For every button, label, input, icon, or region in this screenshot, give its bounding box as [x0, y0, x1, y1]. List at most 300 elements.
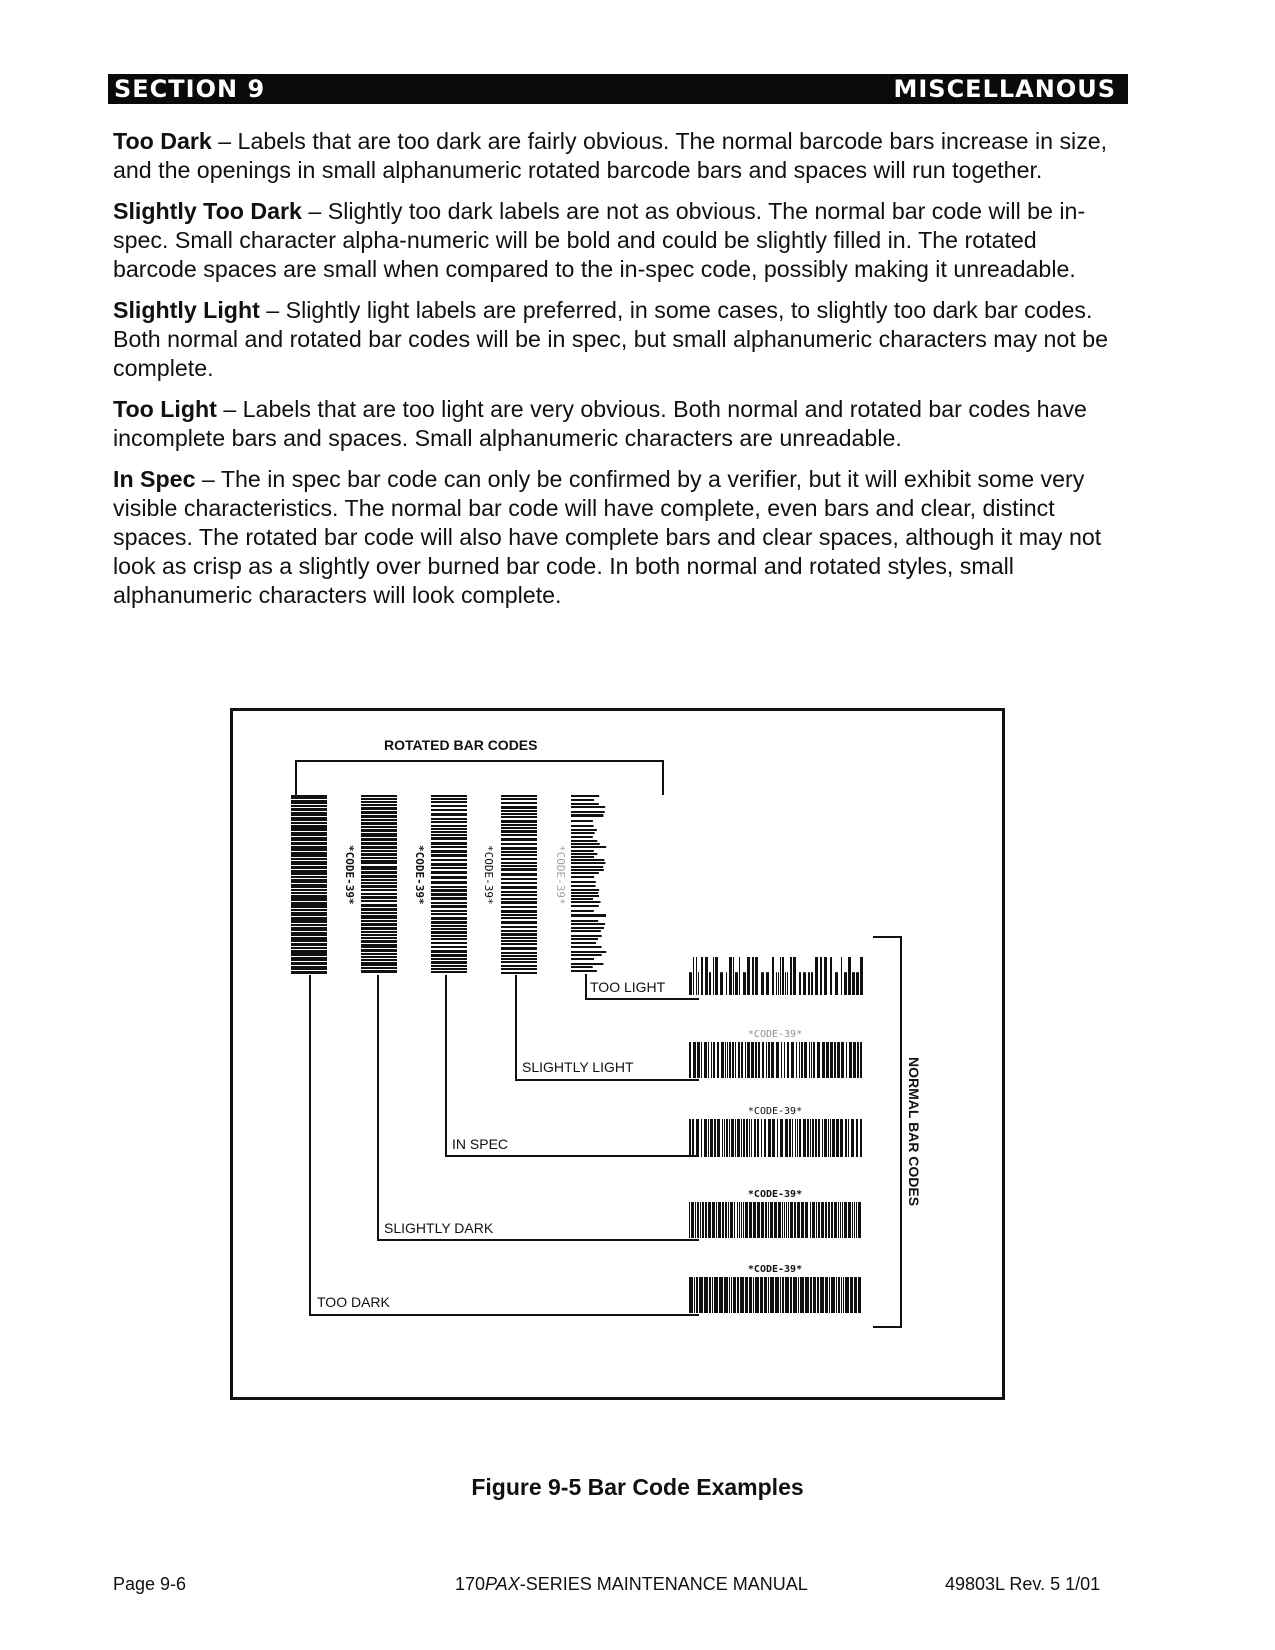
rotated-bar-codes-title: ROTATED BAR CODES	[384, 737, 538, 753]
rotated-bar-too-light	[571, 836, 593, 838]
normal-bar-too-dark	[782, 1277, 784, 1313]
rotated-bar-too-dark	[291, 927, 327, 931]
normal-bar-too-dark	[825, 1277, 828, 1313]
rotated-bar-too-dark	[291, 947, 327, 949]
normal-bar-slightly-dark	[788, 1202, 789, 1238]
normal-bar-in-spec	[799, 1119, 801, 1157]
normal-bar-slightly-light	[857, 1042, 859, 1078]
rotated-bar-too-dark	[291, 861, 327, 865]
normal-bar-in-spec	[749, 1119, 750, 1157]
rotated-bracket	[296, 761, 663, 795]
rotated-bar-in-spec	[431, 954, 467, 957]
rotated-bar-slightly-light	[501, 972, 537, 974]
term-too-light: Too Light	[113, 396, 217, 422]
rotated-bar-too-light	[571, 935, 602, 937]
normal-bar-too-dark	[760, 1277, 763, 1313]
normal-bar-too-light	[747, 957, 750, 995]
rotated-bar-slightly-light	[501, 824, 537, 826]
rotated-bar-slightly-dark	[361, 833, 397, 837]
normal-bar-in-spec	[714, 1119, 716, 1157]
rotated-bar-in-spec	[431, 925, 467, 927]
normal-bar-too-light	[799, 972, 801, 995]
normal-bar-slightly-light	[745, 1042, 746, 1078]
normal-bar-too-dark	[793, 1277, 797, 1313]
normal-bar-too-light	[778, 972, 779, 995]
rotated-bar-too-light	[571, 914, 606, 917]
normal-bar-in-spec	[726, 1119, 728, 1157]
rotated-bar-too-dark	[291, 822, 327, 824]
rotated-bar-too-dark	[291, 837, 327, 841]
rotated-bar-slightly-light	[501, 940, 537, 942]
rotated-bar-in-spec	[431, 801, 467, 803]
normal-bar-in-spec	[768, 1119, 771, 1157]
normal-bar-slightly-light	[801, 1042, 803, 1078]
normal-bar-slightly-light	[721, 1042, 724, 1078]
rotated-bar-too-dark	[291, 937, 327, 942]
normal-code-text-slightly-light: *CODE-39*	[747, 1029, 803, 1040]
normal-bracket	[873, 937, 901, 1327]
normal-bar-too-dark	[704, 1277, 708, 1313]
rotated-bar-too-light	[571, 885, 596, 887]
rotated-bar-slightly-dark	[361, 804, 397, 806]
normal-bar-slightly-dark	[831, 1202, 833, 1238]
rotated-bar-slightly-light	[501, 795, 537, 797]
normal-bar-too-dark	[810, 1277, 812, 1313]
rotated-bar-too-light	[571, 795, 599, 797]
normal-bar-slightly-light	[729, 1042, 731, 1078]
normal-bar-slightly-light	[799, 1042, 800, 1078]
normal-bar-in-spec	[743, 1119, 745, 1157]
normal-bar-too-dark	[838, 1277, 840, 1313]
normal-bar-in-spec	[851, 1119, 854, 1157]
rotated-bar-slightly-light	[501, 914, 537, 916]
rotated-bar-slightly-dark	[361, 871, 397, 874]
normal-bar-in-spec	[840, 1119, 843, 1157]
normal-bar-too-dark	[755, 1277, 759, 1313]
normal-bar-slightly-dark	[774, 1202, 777, 1238]
rotated-bar-slightly-dark	[361, 970, 397, 973]
rotated-bar-slightly-light	[501, 798, 537, 800]
rotated-bar-slightly-dark	[361, 923, 397, 926]
rotated-bar-too-light	[571, 859, 604, 861]
rotated-bar-slightly-light	[501, 878, 537, 880]
normal-code-text-slightly-dark: *CODE-39*	[747, 1189, 803, 1200]
normal-bar-too-light	[733, 957, 734, 995]
normal-bar-in-spec	[764, 1119, 766, 1157]
rotated-bar-too-light	[571, 843, 600, 845]
normal-bar-too-dark	[817, 1277, 819, 1313]
rotated-bar-slightly-light	[501, 901, 537, 904]
normal-bar-slightly-dark	[797, 1202, 800, 1238]
desc-in-spec: – The in spec bar code can only be confirmed by a verifier, but it will exhibit some very visible characteristics. The normal bar code will have complete, even bars and clear, distinct spaces. The rotated bar code will also have complete bars and clear spaces, although it may not look as crisp as a slightly over burned bar code. In both normal and rotated styles, small alphanumeric characters will look complete.	[113, 466, 1102, 608]
normal-bar-slightly-light	[837, 1042, 840, 1078]
normal-bar-slightly-dark	[842, 1202, 843, 1238]
rotated-bar-too-light	[571, 910, 594, 912]
rotated-bar-too-dark	[291, 800, 327, 804]
normal-bar-slightly-dark	[712, 1202, 715, 1238]
normal-bar-too-light	[761, 972, 764, 995]
rotated-bar-in-spec	[431, 831, 467, 833]
normal-bar-slightly-dark	[768, 1202, 769, 1238]
normal-bar-too-dark	[854, 1277, 857, 1313]
manual-italic: PAX	[485, 1574, 520, 1594]
rotated-bar-slightly-dark	[361, 838, 397, 841]
normal-bar-slightly-dark	[741, 1202, 742, 1238]
rotated-bar-slightly-light	[501, 813, 537, 815]
normal-bar-too-light	[739, 957, 740, 995]
normal-bar-slightly-light	[787, 1042, 789, 1078]
normal-bar-slightly-dark	[743, 1202, 744, 1238]
normal-bar-slightly-light	[725, 1042, 726, 1078]
normal-bar-too-light	[693, 957, 694, 995]
rotated-bar-too-light	[571, 889, 599, 891]
normal-bar-too-dark	[731, 1277, 732, 1313]
normal-bar-slightly-dark	[739, 1202, 740, 1238]
normal-bar-too-dark	[745, 1277, 748, 1313]
rotated-bar-slightly-dark	[361, 944, 397, 948]
normal-bar-too-dark	[714, 1277, 718, 1313]
rotated-bar-in-spec	[431, 854, 467, 857]
rotated-bar-slightly-light	[501, 894, 537, 896]
normal-bar-too-dark	[820, 1277, 824, 1313]
rotated-bar-in-spec	[431, 928, 467, 930]
normal-bar-in-spec	[704, 1119, 707, 1157]
rotated-bar-too-dark	[291, 812, 327, 816]
normal-bar-too-dark	[733, 1277, 736, 1313]
normal-bar-slightly-dark	[718, 1202, 721, 1238]
normal-bar-in-spec	[701, 1119, 702, 1157]
paragraph-too-light	[113, 395, 1118, 453]
normal-bar-in-spec	[689, 1119, 691, 1157]
rotated-bar-too-light	[571, 829, 597, 831]
rotated-bar-slightly-light	[501, 952, 537, 954]
rotated-bar-too-light	[571, 850, 594, 852]
rotated-bar-in-spec	[431, 886, 467, 888]
rotated-bar-too-light	[571, 905, 599, 907]
normal-bar-in-spec	[692, 1119, 694, 1157]
rotated-code-text-too-dark: *CODE-39*	[343, 845, 356, 905]
rotated-bar-too-light	[571, 825, 594, 827]
rotated-bar-too-dark	[291, 909, 327, 911]
rotated-bar-in-spec	[431, 805, 467, 807]
normal-bar-too-light	[735, 972, 738, 995]
normal-bar-slightly-light	[747, 1042, 750, 1078]
normal-bar-slightly-light	[822, 1042, 825, 1078]
normal-bar-slightly-light	[758, 1042, 760, 1078]
normal-bar-too-light	[785, 972, 786, 995]
normal-code-text-in-spec: *CODE-39*	[747, 1106, 803, 1117]
section-header-bar	[108, 74, 1128, 104]
rotated-bar-in-spec	[431, 931, 467, 934]
rotated-bar-in-spec	[431, 846, 467, 848]
normal-bar-too-dark	[753, 1277, 754, 1313]
rotated-bar-slightly-light	[501, 802, 537, 804]
normal-bar-in-spec	[860, 1119, 862, 1157]
normal-bar-too-light	[698, 972, 699, 995]
normal-bar-slightly-dark	[749, 1202, 752, 1238]
paragraph-slightly-light	[113, 296, 1118, 383]
rotated-bar-too-light	[571, 811, 605, 813]
rotated-bar-slightly-dark	[361, 908, 397, 911]
normal-bar-too-light	[689, 972, 692, 995]
normal-bar-slightly-light	[813, 1042, 815, 1078]
normal-bar-too-light	[830, 957, 832, 995]
normal-bar-in-spec	[717, 1119, 720, 1157]
normal-bar-too-dark	[813, 1277, 816, 1313]
rotated-bar-too-dark	[291, 889, 327, 891]
rotated-bar-slightly-dark	[361, 882, 397, 884]
normal-bar-slightly-light	[713, 1042, 715, 1078]
normal-bar-too-light	[713, 957, 714, 995]
normal-bar-too-dark	[845, 1277, 849, 1313]
barcode-figure	[230, 708, 1005, 1400]
normal-bar-too-light	[701, 957, 703, 995]
rotated-bar-slightly-light	[501, 858, 537, 860]
normal-bar-too-light	[766, 972, 769, 995]
rotated-bar-too-dark	[291, 852, 327, 857]
rotated-bar-too-light	[571, 951, 606, 953]
rotated-bar-too-dark	[291, 884, 327, 888]
desc-too-light: – Labels that are too light are very obvious. Both normal and rotated bar codes have incomplete bars and spaces. Small alphanumeric characters are unreadable.	[113, 396, 1087, 451]
rotated-bar-in-spec	[431, 961, 467, 964]
term-slightly-light: Slightly Light	[113, 297, 260, 323]
rotated-bar-in-spec	[431, 905, 467, 908]
normal-bar-slightly-dark	[801, 1202, 804, 1238]
normal-bar-slightly-dark	[722, 1202, 724, 1238]
normal-bar-slightly-light	[762, 1042, 764, 1078]
rotated-bar-slightly-dark	[361, 959, 397, 961]
rotated-bar-slightly-light	[501, 847, 537, 850]
rotated-bar-too-dark	[291, 876, 327, 878]
label-too-light: TOO LIGHT	[590, 979, 666, 995]
normal-bar-slightly-light	[849, 1042, 852, 1078]
normal-bar-slightly-light	[796, 1042, 797, 1078]
rotated-bar-slightly-light	[501, 843, 537, 845]
rotated-bar-too-dark	[291, 924, 327, 926]
normal-bar-in-spec	[710, 1119, 713, 1157]
rotated-bar-slightly-dark	[361, 904, 397, 907]
rotated-bar-too-light	[571, 869, 604, 871]
normal-bar-slightly-light	[784, 1042, 785, 1078]
rotated-bar-slightly-light	[501, 910, 537, 913]
rotated-bar-slightly-dark	[361, 842, 397, 845]
normal-bar-slightly-dark	[770, 1202, 773, 1238]
rotated-bar-slightly-dark	[361, 937, 397, 939]
normal-bar-slightly-light	[830, 1042, 833, 1078]
rotated-bar-slightly-dark	[361, 893, 397, 895]
normal-bar-too-dark	[798, 1277, 799, 1313]
normal-bar-slightly-light	[841, 1042, 844, 1078]
normal-bar-slightly-light	[711, 1042, 712, 1078]
normal-bar-slightly-light	[791, 1042, 794, 1078]
rotated-bar-slightly-dark	[361, 860, 397, 864]
normal-bar-in-spec	[824, 1119, 827, 1157]
normal-bar-in-spec	[789, 1119, 791, 1157]
rotated-bar-in-spec	[431, 893, 467, 896]
normal-barcodes	[689, 957, 863, 1313]
rotated-bar-in-spec	[431, 821, 467, 823]
manual-suffix: -SERIES MAINTENANCE MANUAL	[519, 1574, 808, 1594]
normal-bar-too-light	[844, 972, 847, 995]
normal-bar-slightly-dark	[782, 1202, 783, 1238]
normal-bar-too-dark	[719, 1277, 723, 1313]
normal-bar-too-dark	[780, 1277, 781, 1313]
normal-bar-in-spec	[735, 1119, 736, 1157]
rotated-bar-too-dark	[291, 912, 327, 916]
rotated-bar-slightly-dark	[361, 829, 397, 832]
normal-bar-slightly-dark	[765, 1202, 767, 1238]
normal-bar-in-spec	[731, 1119, 734, 1157]
normal-bar-too-light	[787, 972, 788, 995]
rotated-bar-too-light	[571, 820, 593, 822]
term-in-spec: In Spec	[113, 466, 196, 492]
rotated-bar-slightly-light	[501, 955, 537, 957]
normal-bar-too-dark	[699, 1277, 703, 1313]
rotated-bar-too-dark	[291, 805, 327, 807]
rotated-bar-in-spec	[431, 834, 467, 836]
rotated-bar-in-spec	[431, 795, 467, 797]
rotated-bar-in-spec	[431, 828, 467, 830]
rotated-bar-slightly-dark	[361, 912, 397, 914]
normal-bar-slightly-dark	[858, 1202, 861, 1238]
rotated-bar-slightly-light	[501, 930, 537, 932]
rotated-bar-in-spec	[431, 850, 467, 853]
rotated-bar-too-dark	[291, 966, 327, 970]
normal-bar-slightly-dark	[818, 1202, 820, 1238]
normal-bar-in-spec	[845, 1119, 847, 1157]
rotated-bar-in-spec	[431, 859, 467, 861]
normal-bar-in-spec	[737, 1119, 740, 1157]
normal-bar-slightly-light	[771, 1042, 774, 1078]
normal-bar-slightly-dark	[761, 1202, 764, 1238]
normal-bar-slightly-light	[834, 1042, 836, 1078]
normal-bar-too-dark	[800, 1277, 804, 1313]
normal-bar-slightly-light	[804, 1042, 807, 1078]
rotated-bar-slightly-light	[501, 854, 537, 856]
normal-bar-too-light	[705, 957, 708, 995]
rotated-bar-slightly-light	[501, 873, 537, 876]
desc-slightly-too-dark: – Slightly too dark labels are not as obvious. The normal bar code will be in-spec. Small character alpha-numeric will be bold and could be slightly filled in. The rotated barcode spaces are small when compared to the in-spec code, possibly making it unreadable.	[113, 198, 1086, 282]
rotated-bar-in-spec	[431, 889, 467, 892]
leader-slightly-dark	[378, 975, 699, 1240]
normal-bar-slightly-light	[853, 1042, 856, 1078]
rotated-bar-in-spec	[431, 837, 467, 840]
rotated-bar-too-light	[571, 898, 593, 900]
paragraph-in-spec	[113, 465, 1118, 610]
rotated-bar-slightly-light	[501, 958, 537, 960]
normal-bar-too-dark	[724, 1277, 728, 1313]
rotated-bar-too-dark	[291, 895, 327, 901]
rotated-bar-slightly-dark	[361, 826, 397, 828]
rotated-bar-slightly-light	[501, 886, 537, 889]
rotated-bar-too-light	[571, 814, 603, 817]
normal-bar-slightly-light	[708, 1042, 709, 1078]
normal-bar-too-dark	[831, 1277, 835, 1313]
rotated-bar-too-light	[571, 895, 599, 897]
normal-bar-slightly-light	[697, 1042, 700, 1078]
normal-bar-in-spec	[708, 1119, 709, 1157]
rotated-bar-too-dark	[291, 917, 327, 923]
normal-bar-slightly-dark	[838, 1202, 839, 1238]
normal-bar-slightly-light	[732, 1042, 734, 1078]
normal-bar-too-light	[848, 957, 851, 995]
normal-bar-too-light	[824, 957, 827, 995]
rotated-bar-slightly-light	[501, 806, 537, 809]
normal-bar-too-light	[715, 957, 718, 995]
term-slightly-too-dark: Slightly Too Dark	[113, 198, 302, 224]
rotated-bar-too-light	[571, 856, 594, 858]
rotated-bar-too-dark	[291, 832, 327, 836]
normal-bar-slightly-dark	[745, 1202, 748, 1238]
rotated-bar-slightly-dark	[361, 801, 397, 803]
rotated-bar-too-dark	[291, 971, 327, 974]
normal-bar-too-dark	[696, 1277, 698, 1313]
rotated-bar-slightly-light	[501, 862, 537, 864]
rotated-bar-slightly-light	[501, 834, 537, 836]
rotated-bar-too-light	[571, 876, 594, 878]
normal-bar-slightly-light	[741, 1042, 743, 1078]
normal-bar-in-spec	[724, 1119, 725, 1157]
normal-bar-too-light	[856, 972, 859, 995]
rotated-code-text-slightly-dark: *CODE-39*	[413, 845, 426, 905]
rotated-bar-too-light	[571, 963, 603, 965]
label-in-spec: IN SPEC	[452, 1136, 509, 1152]
normal-bar-too-dark	[740, 1277, 744, 1313]
normal-bar-slightly-light	[781, 1042, 782, 1078]
normal-bar-in-spec	[830, 1119, 831, 1157]
rotated-bar-in-spec	[431, 809, 467, 811]
section-title: MISCELLANOUS	[893, 75, 1116, 103]
normal-bar-slightly-dark	[691, 1202, 694, 1238]
normal-bar-slightly-dark	[702, 1202, 704, 1238]
normal-bar-slightly-dark	[734, 1202, 735, 1238]
rotated-bar-slightly-light	[501, 917, 537, 919]
normal-bar-slightly-dark	[725, 1202, 727, 1238]
rotated-bar-slightly-dark	[361, 866, 397, 870]
normal-bar-slightly-dark	[697, 1202, 699, 1238]
normal-bar-slightly-dark	[834, 1202, 837, 1238]
normal-bar-slightly-light	[860, 1042, 862, 1078]
rotated-bar-slightly-light	[501, 810, 537, 812]
rotated-bar-in-spec	[431, 971, 467, 973]
rotated-bar-slightly-dark	[361, 857, 397, 859]
normal-bar-too-dark	[790, 1277, 792, 1313]
rotated-bar-in-spec	[431, 897, 467, 900]
normal-bar-in-spec	[761, 1119, 762, 1157]
rotated-bar-too-dark	[291, 817, 327, 821]
rotated-bar-in-spec	[431, 946, 467, 948]
rotated-bar-slightly-dark	[361, 920, 397, 922]
normal-bar-slightly-light	[738, 1042, 740, 1078]
rotated-bar-too-light	[571, 881, 596, 883]
rotated-bar-slightly-dark	[361, 927, 397, 930]
rotated-bar-in-spec	[431, 942, 467, 944]
rotated-bar-too-light	[571, 862, 605, 864]
normal-bar-slightly-light	[701, 1042, 702, 1078]
normal-bar-slightly-dark	[700, 1202, 701, 1238]
rotated-bar-too-dark	[291, 943, 327, 946]
rotated-bar-slightly-dark	[361, 934, 397, 936]
rotated-bar-slightly-light	[501, 851, 537, 853]
rotated-bar-slightly-dark	[361, 850, 397, 852]
barcode-figure-drawing	[233, 711, 1002, 1397]
rotated-bar-slightly-light	[501, 827, 537, 829]
normal-bar-slightly-dark	[828, 1202, 830, 1238]
rotated-bar-slightly-dark	[361, 949, 397, 952]
normal-bar-slightly-dark	[757, 1202, 760, 1238]
normal-bar-in-spec	[803, 1119, 806, 1157]
figure-caption: Figure 9-5 Bar Code Examples	[471, 1474, 804, 1500]
